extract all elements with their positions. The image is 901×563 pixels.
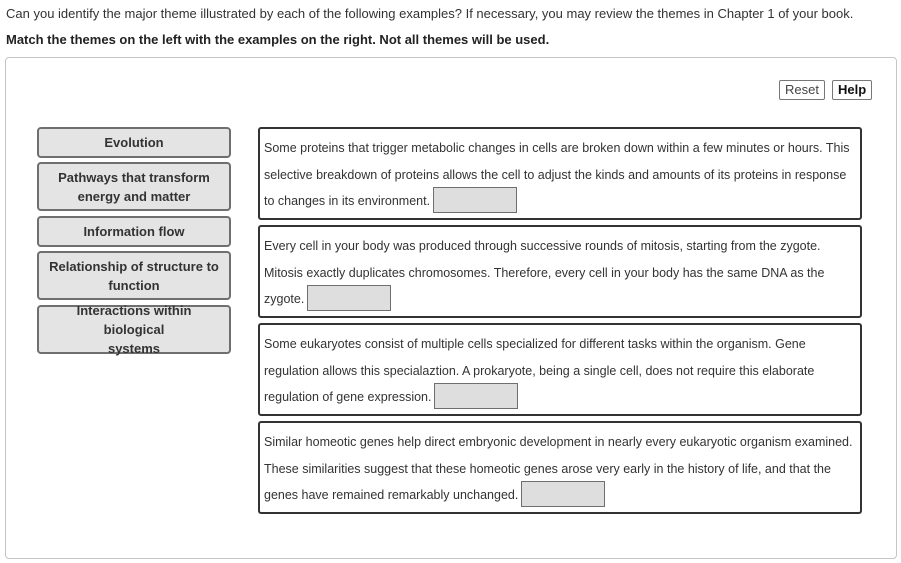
example-mitosis: [258, 225, 862, 318]
example-homeotic-genes: [258, 421, 862, 514]
instruction-text: Match the themes on the left with the examples on the right. Not all themes will be used.: [6, 32, 550, 47]
theme-label: Information flow: [83, 224, 185, 239]
theme-label: Evolution: [104, 135, 164, 150]
theme-information-flow[interactable]: [37, 216, 231, 247]
theme-label: Pathways that transform energy and matter: [58, 169, 210, 204]
help-button[interactable]: Help: [832, 80, 872, 100]
theme-evolution[interactable]: [37, 127, 231, 158]
example-text: Every cell in your body was produced through successive rounds of mitosis, starting from the zygote. Mitosis exactly duplicates chromosomes. Therefore, every cell in your body has the same DNA as the zygote.: [264, 239, 825, 306]
intro-text: Can you identify the major theme illustrated by each of the following examples? If necessary, you may review the themes in Chapter 1 of your book.: [6, 6, 854, 21]
theme-label: Relationship of structure to function: [49, 258, 219, 293]
example-text: Some eukaryotes consist of multiple cells specialized for different tasks within the organism. Gene regulation allows this specialaztion. A prokaryote, being a single cell, does not require this elaborate regulation of gene expression.: [264, 337, 815, 404]
drop-target[interactable]: [307, 285, 391, 311]
example-gene-regulation: [258, 323, 862, 416]
example-text: Similar homeotic genes help direct embryonic development in nearly every eukaryotic organism examined. These similarities suggest that these homeotic genes arose very early in the history of life, and that the genes have remained remarkably unchanged.: [264, 435, 853, 502]
theme-interactions[interactable]: [37, 305, 231, 354]
theme-structure-function[interactable]: [37, 251, 231, 300]
example-text: Some proteins that trigger metabolic changes in cells are broken down within a few minutes or hours. This selective breakdown of proteins allows the cell to adjust the kinds and amounts of its proteins in response to changes in its environment.: [264, 141, 850, 208]
example-protein-breakdown: [258, 127, 862, 220]
matching-panel: [5, 57, 897, 559]
theme-pathways[interactable]: [37, 162, 231, 211]
drop-target[interactable]: [433, 187, 517, 213]
drop-target[interactable]: [521, 481, 605, 507]
theme-label: Interactions within biological systems: [76, 303, 192, 356]
drop-target[interactable]: [434, 383, 518, 409]
reset-button[interactable]: Reset: [779, 80, 825, 100]
